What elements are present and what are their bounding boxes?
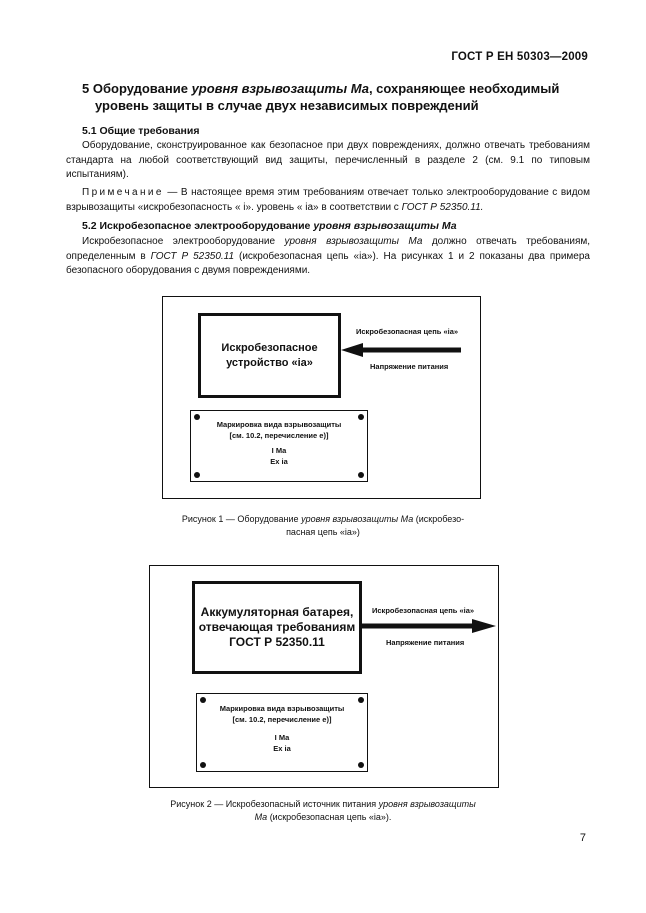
battery-label-line3: ГОСТ Р 52350.11 [229, 635, 325, 649]
screw-icon [200, 697, 206, 703]
figure-2-voltage-label: Напряжение питания [386, 638, 465, 647]
caption-1-line2: пасная цепь «ia») [286, 527, 360, 537]
note-label: Примечание [82, 187, 164, 198]
note-text: — В настоящее время этим требованиям отвечает только электрооборудование с видом взрывозащиты «искробезопасность « i». уровень « ia» в соответствии с [66, 187, 590, 213]
note-paragraph [66, 186, 590, 215]
caption-2-part-a: Рисунок 2 — Искробезопасный источник питания [170, 799, 379, 809]
battery-box [192, 581, 362, 674]
plate-line-4: Ex ia [270, 457, 288, 466]
screw-icon [358, 762, 364, 768]
figure-2-arrow [362, 617, 496, 635]
plate-line-3: I Ма [271, 446, 287, 455]
figure-2-circuit-label: Искробезопасная цепь «ia» [372, 606, 475, 615]
plate-line-1: Маркировка вида взрывозащиты [219, 704, 345, 713]
note-reference: ГОСТ Р 52350.11. [401, 201, 484, 213]
screw-icon [200, 762, 206, 768]
battery-label-line1: Аккумуляторная батарея, [200, 605, 354, 619]
figure-1-circuit-label: Искробезопасная цепь «ia» [356, 327, 459, 336]
section-title-line2: уровень защиты в случае двух независимых повреждений [95, 98, 479, 113]
screw-icon [358, 472, 364, 478]
subsection-5-2-heading-italic: уровня взрывозащиты Ма [313, 220, 457, 232]
para-part-b: должно отвечать требованиям, определенным в [66, 236, 591, 262]
screw-icon [358, 697, 364, 703]
subsection-5-1-heading: 5.1 Общие требования [82, 125, 200, 137]
arrow-right-head-icon [472, 619, 496, 633]
section-title-part-b: , сохраняющее необходимый [368, 81, 560, 96]
figure-2-caption [130, 798, 516, 824]
section-5-title [82, 80, 602, 114]
section-number: 5 [82, 81, 90, 96]
arrow-shaft [362, 624, 474, 629]
subsection-5-2-paragraph [66, 235, 590, 279]
screw-icon [194, 472, 200, 478]
plate-line-4: Ex ia [273, 744, 291, 753]
page-number: 7 [579, 832, 586, 844]
figure-1-arrow [341, 341, 463, 359]
para-part-a: Искробезопасное электрооборудование [82, 236, 285, 247]
device-label-line1: Искробезопасное [221, 341, 318, 354]
figure-1-caption [150, 513, 496, 539]
subsection-5-2-heading-text: 5.2 Искробезопасное электрооборудование [82, 220, 314, 232]
para-reference: ГОСТ Р 52350.11 [150, 250, 235, 262]
battery-label-line2: отвечающая требованиям [198, 620, 356, 634]
intrinsically-safe-device-box [198, 313, 341, 398]
caption-2-italic: уровня взрывозащиты [378, 799, 476, 809]
figure-1-voltage-label: Напряжение питания [370, 362, 449, 371]
caption-1-part-b: (искробезо- [413, 514, 465, 524]
caption-2-part-b: (искробезопасная цепь «ia»). [267, 812, 392, 822]
screw-icon [194, 414, 200, 420]
caption-1-part-a: Рисунок 1 — Оборудование [181, 514, 302, 524]
para-italic: уровня взрывозащиты Ма [284, 236, 423, 247]
device-label-line2: устройство «ia» [226, 356, 313, 369]
subsection-5-2-heading [82, 220, 457, 232]
plate-line-2: [см. 10.2, перечисление е)] [232, 715, 332, 724]
screw-icon [358, 414, 364, 420]
section-title-part-a: Оборудование [92, 81, 188, 96]
arrow-shaft [361, 348, 461, 353]
caption-2-italic-line2: Ма [254, 812, 268, 822]
caption-1-italic: уровня взрывозащиты Ма [301, 514, 414, 524]
plate-line-1: Маркировка вида взрывозащиты [216, 420, 342, 429]
plate-line-3: I Ма [274, 733, 290, 742]
plate-line-2: [см. 10.2, перечисление е)] [229, 431, 329, 440]
para-part-c: (искробезопасная цепь «ia»). На рисунках 1 и 2 показаны два примера безопасного оборудования с двумя повреждениями. [66, 250, 590, 276]
figure-1-marking-plate [190, 410, 368, 482]
arrow-left-head-icon [341, 343, 363, 357]
subsection-5-1-paragraph: Оборудование, сконструированное как безопасное при двух повреждениях, должно отвечать требованиям стандарта на любой соответствующий вид защиты, перечисленный в разделе 2 (см. 9.1 по типовым испытаниям). [66, 140, 590, 180]
document-header-id: ГОСТ Р ЕН 50303—2009 [451, 51, 588, 63]
figure-2-marking-plate [196, 693, 368, 772]
section-title-italic: уровня взрывозащиты Ма [191, 81, 369, 96]
